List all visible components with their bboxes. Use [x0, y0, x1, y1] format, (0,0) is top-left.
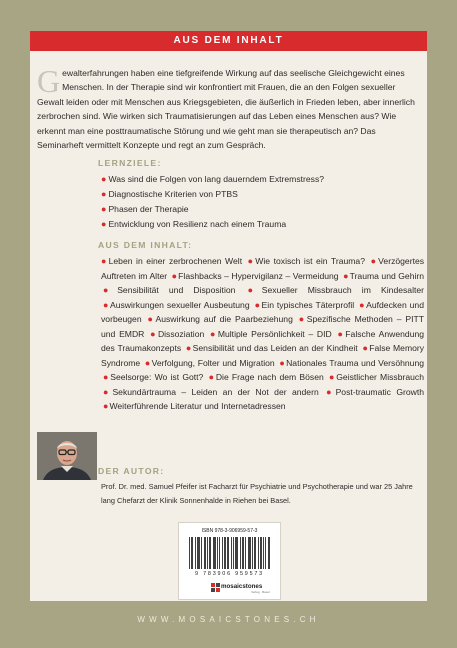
- contents-item-text: Multiple Persönlichkeit – DID: [217, 328, 332, 339]
- goal-item-text: Was sind die Folgen von lang dauerndem Extremstress?: [108, 174, 325, 184]
- contents-item: [324, 387, 424, 397]
- goal-item: [101, 187, 421, 202]
- author-photo: [37, 432, 97, 480]
- bullet-icon: ●: [103, 285, 117, 296]
- bullet-icon: ●: [328, 372, 336, 383]
- author-bio: Prof. Dr. med. Samuel Pfeifer ist Facharzt für Psychiatrie und Psychotherapie und war 25 Jahre lang Chefarzt der Klinik Sonnenhalde in Riehen bei Basel.: [101, 482, 413, 505]
- bullet-icon: ●: [247, 256, 255, 266]
- contents-list: [101, 254, 424, 414]
- contents-item-text: Die Frage nach dem Bösen: [215, 372, 324, 383]
- contents-item-text: Aufdecken und vorbeugen: [101, 299, 424, 325]
- barcode-number: 9 783906 959573: [195, 571, 264, 577]
- contents-item: [101, 401, 286, 411]
- contents-item-text: Geistlicher Missbrauch: [336, 372, 424, 383]
- contents-item: [246, 285, 424, 295]
- bullet-icon: ●: [359, 299, 366, 310]
- bullet-icon: ●: [337, 328, 345, 339]
- contents-item: [146, 314, 293, 324]
- bullet-icon: ●: [144, 357, 151, 368]
- intro-text: ewalterfahrungen haben eine tiefgreifende Wirkung auf das seelische Gleichgewicht eines Menschen. In der Therapie sind wir konfrontiert mit Frauen, die an den Folgen sexueller Gewalt leiden oder mit Menschen aus Kriegsgebieten, die äußerlich in Frieden leben, aber innerlich zerbrochen sind. Wie wirken sich Traumatisierungen auf das Leben eines Menschen aus? Wie erkennt man eine posttraumatische Störung und wie geht man sie therapeutisch an? Das Seminarheft vermittelt Konzepte und regt an zum Gespräch.: [37, 68, 415, 151]
- contents-item: [184, 343, 358, 353]
- contents-item-text: Post-traumatic Growth: [335, 386, 425, 397]
- bullet-icon: ●: [103, 372, 110, 383]
- contents-item: [101, 387, 319, 397]
- goal-item: [101, 202, 421, 217]
- contents-item: [327, 372, 424, 382]
- contents-item-text: Verfolgung, Folter und Migration: [151, 357, 275, 368]
- goals-list: [101, 172, 421, 232]
- contents-item-text: False Memory Syndrome: [101, 343, 425, 368]
- barcode-box: [178, 522, 281, 600]
- contents-item-text: Auswirkung auf die Paarbeziehung: [155, 314, 293, 325]
- contents-item-text: Spezifische Methoden – PITT und EMDR: [101, 314, 424, 339]
- bullet-icon: ●: [254, 299, 261, 310]
- contents-item-text: Leben in einer zerbrochenen Welt: [108, 256, 243, 266]
- contents-item-text: Flashbacks – Hypervigilanz – Vermeidung: [178, 270, 339, 281]
- contents-item: [253, 300, 355, 310]
- bullet-icon: ●: [103, 299, 109, 310]
- contents-item-text: Dissoziation: [157, 328, 205, 339]
- contents-heading: AUS DEM INHALT:: [98, 240, 193, 250]
- bullet-icon: ●: [103, 401, 109, 412]
- bullet-icon: ●: [171, 270, 178, 281]
- bullet-icon: ●: [185, 343, 192, 354]
- bullet-icon: ●: [326, 386, 335, 397]
- contents-item: [207, 372, 324, 382]
- goals-heading: LERNZIELE:: [98, 158, 162, 168]
- publisher-logo-text: mosaicstones: [221, 583, 263, 590]
- bullet-icon: ●: [101, 203, 107, 214]
- publisher-logo: [211, 583, 277, 595]
- bullet-icon: ●: [101, 218, 107, 229]
- contents-item-text: Trauma und Gehirn: [349, 270, 425, 281]
- intro-dropcap: G: [37, 63, 61, 99]
- publisher-logo-subtext: Verlag · Basel: [251, 590, 270, 594]
- bullet-icon: ●: [210, 328, 217, 339]
- goal-item: [101, 217, 421, 232]
- bullet-icon: ●: [103, 386, 112, 397]
- bullet-icon: ●: [298, 314, 306, 325]
- goal-item: [101, 172, 421, 187]
- author-portrait-image: [37, 432, 97, 480]
- contents-item: [341, 271, 424, 281]
- contents-item-text: Nationales Trauma und Versöhnung: [286, 357, 425, 368]
- contents-item: [143, 358, 275, 368]
- author-heading: DER AUTOR:: [98, 466, 165, 476]
- isbn-label: ISBN 978-3-906959-57-3: [201, 528, 258, 534]
- contents-item: [170, 271, 339, 281]
- bullet-icon: ●: [101, 174, 107, 184]
- bullet-icon: ●: [147, 314, 155, 325]
- contents-item-text: Sexueller Missbrauch im Kindesalter: [261, 285, 425, 296]
- bullet-icon: ●: [101, 256, 108, 266]
- contents-item: [101, 300, 250, 310]
- barcode-icon: [189, 537, 271, 569]
- contents-item-text: Sekundärtrauma – Leiden an der Not der andern: [112, 386, 319, 397]
- bullet-icon: ●: [150, 328, 157, 339]
- contents-item-text: Weiterführende Literatur und Internetadressen: [109, 401, 286, 412]
- bullet-icon: ●: [343, 270, 349, 281]
- contents-item-text: Sensibilität und Disposition: [117, 285, 236, 296]
- bullet-icon: ●: [208, 372, 215, 383]
- contents-item: [148, 329, 204, 339]
- contents-item-text: Sensibilität und das Leiden an der Kindheit: [192, 343, 358, 354]
- footer-url[interactable]: WWW.MOSAICSTONES.CH: [137, 615, 320, 624]
- goal-item-text: Phasen der Therapie: [108, 203, 189, 214]
- bullet-icon: ●: [279, 357, 286, 368]
- contents-item-text: Seelsorge: Wo ist Gott?: [110, 372, 204, 383]
- contents-item-text: Auswirkungen sexueller Ausbeutung: [109, 299, 250, 310]
- contents-item: [101, 372, 203, 382]
- bullet-icon: ●: [370, 256, 378, 266]
- bullet-icon: ●: [101, 188, 107, 199]
- intro-paragraph: [37, 63, 423, 152]
- contents-item: [277, 358, 424, 368]
- contents-item-text: Verzögertes Auftreten im Alter: [101, 256, 425, 281]
- mosaic-logo-icon: [211, 583, 220, 592]
- contents-item: [246, 256, 365, 266]
- goal-item-text: Entwicklung von Resilienz nach einem Trauma: [108, 218, 287, 229]
- banner-title: AUS DEM INHALT: [30, 31, 427, 51]
- bullet-icon: ●: [362, 343, 369, 354]
- contents-item-text: Falsche Anwendung des Traumakonzepts: [101, 328, 425, 354]
- contents-item-text: Ein typisches Täterprofil: [261, 299, 355, 310]
- contents-item: [101, 285, 235, 295]
- goal-item-text: Diagnostische Kriterien von PTBS: [108, 188, 238, 199]
- bullet-icon: ●: [247, 285, 261, 296]
- contents-item-text: Wie toxisch ist ein Trauma?: [255, 256, 365, 266]
- contents-item: [101, 256, 242, 266]
- contents-item: [208, 329, 332, 339]
